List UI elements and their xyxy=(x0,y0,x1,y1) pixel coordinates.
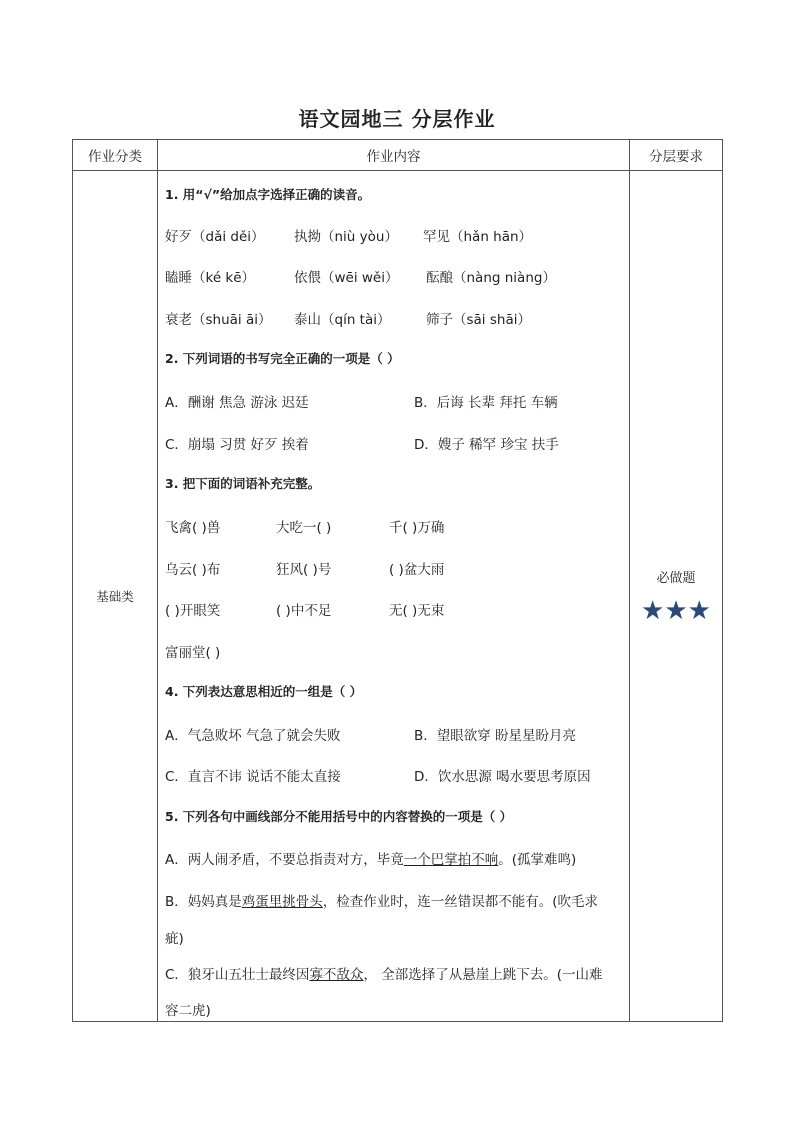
q3-item: ( )开眼笑 xyxy=(165,603,221,619)
q1-item: 衰老（shuāi āi） xyxy=(165,312,272,328)
q5-a-underlined: 一个巴掌拍不响 xyxy=(403,852,499,868)
q3-item: ( )盆大雨 xyxy=(389,562,445,578)
q3-item: 乌云( )布 xyxy=(165,562,221,578)
homework-table xyxy=(72,139,723,1022)
header-category: 作业分类 xyxy=(73,140,158,171)
q4-option-d: D．饮水思源 喝水要思考原因 xyxy=(414,769,591,785)
q1-item: 依偎（wēi wěi） xyxy=(294,270,399,286)
q4-option-c: C．直言不讳 说话不能太直接 xyxy=(165,769,341,785)
q5-a-text-end: 。(孤掌难鸣) xyxy=(498,852,577,868)
requirement-label: 必做题 xyxy=(656,570,696,586)
question-4-title: 4. 下列表达意思相近的一组是（ ） xyxy=(165,684,363,699)
q5-c-underlined: 寡不敌众 xyxy=(309,967,364,983)
star-icon: ★ xyxy=(641,595,665,626)
q4-option-b: B．望眼欲穿 盼星星盼月亮 xyxy=(414,728,577,744)
q1-item: 瞌睡（ké kē） xyxy=(165,270,256,286)
q3-item: 大吃一( ) xyxy=(276,520,332,536)
q1-item: 酝酿（nàng niàng） xyxy=(426,270,556,286)
q5-a-text: A．两人闹矛盾，不要总指责对方，毕竟 xyxy=(165,852,404,868)
q5-option-c-cont: 容二虎) xyxy=(165,1003,211,1019)
q1-item: 筛子（sāi shāi） xyxy=(426,312,531,328)
q3-item: 富丽堂( ) xyxy=(165,645,221,661)
header-content: 作业内容 xyxy=(158,140,630,171)
table-row xyxy=(73,171,723,1022)
q3-item: 飞禽( )兽 xyxy=(165,520,221,536)
q1-item: 泰山（qín tài） xyxy=(294,312,391,328)
q1-item: 执拗（niù yòu） xyxy=(294,229,398,245)
header-requirement: 分层要求 xyxy=(630,140,723,171)
q5-c-text: C．狼牙山五壮士最终因 xyxy=(165,967,310,983)
q2-option-c: C．崩塌 习贯 好歹 挨着 xyxy=(165,437,309,453)
question-5-title: 5. 下列各句中画线部分不能用括号中的内容替换的一项是（ ） xyxy=(165,809,513,824)
category-cell: 基础类 xyxy=(73,171,158,1022)
q3-item: ( )中不足 xyxy=(276,603,332,619)
q5-b-text-end: ，检查作业时，连一丝错误都不能有。(吹毛求 xyxy=(322,894,599,910)
q5-option-b xyxy=(165,890,598,910)
q4-option-a: A．气急败坏 气急了就会失败 xyxy=(165,728,341,744)
q3-item: 狂风( )号 xyxy=(276,562,332,578)
q1-item: 好歹（dǎi děi） xyxy=(165,229,265,245)
table-header-row xyxy=(73,140,723,171)
content-cell xyxy=(158,171,630,1022)
q5-option-c xyxy=(165,963,603,983)
q5-option-a xyxy=(165,848,576,868)
star-icon: ★ xyxy=(664,595,688,626)
q5-c-text-end: ， 全部选择了从悬崖上跳下去。(一山难 xyxy=(363,967,603,983)
q5-option-b-cont: 疵) xyxy=(165,931,184,947)
q3-item: 无( )无束 xyxy=(389,603,445,619)
question-2-title: 2. 下列词语的书写完全正确的一项是（ ） xyxy=(165,351,400,366)
q5-b-text: B．妈妈真是 xyxy=(165,894,242,910)
star-icon: ★ xyxy=(687,595,711,626)
q3-item: 千( )万确 xyxy=(389,520,445,536)
star-rating xyxy=(630,596,722,626)
q2-option-a: A．酬谢 焦急 游泳 迟廷 xyxy=(165,395,309,411)
q1-item: 罕见（hǎn hān） xyxy=(423,229,533,245)
q2-option-d: D．嫂子 稀罕 珍宝 扶手 xyxy=(414,437,559,453)
question-1-title: 1. 用“√”给加点字选择正确的读音。 xyxy=(165,187,371,202)
question-3-title: 3. 把下面的词语补充完整。 xyxy=(165,476,321,491)
page-title: 语文园地三 分层作业 xyxy=(298,107,496,131)
requirement-cell xyxy=(630,171,723,1022)
q2-option-b: B．后诲 长辈 拜托 车辆 xyxy=(414,395,558,411)
q5-b-underlined: 鸡蛋里挑骨头 xyxy=(241,894,323,910)
